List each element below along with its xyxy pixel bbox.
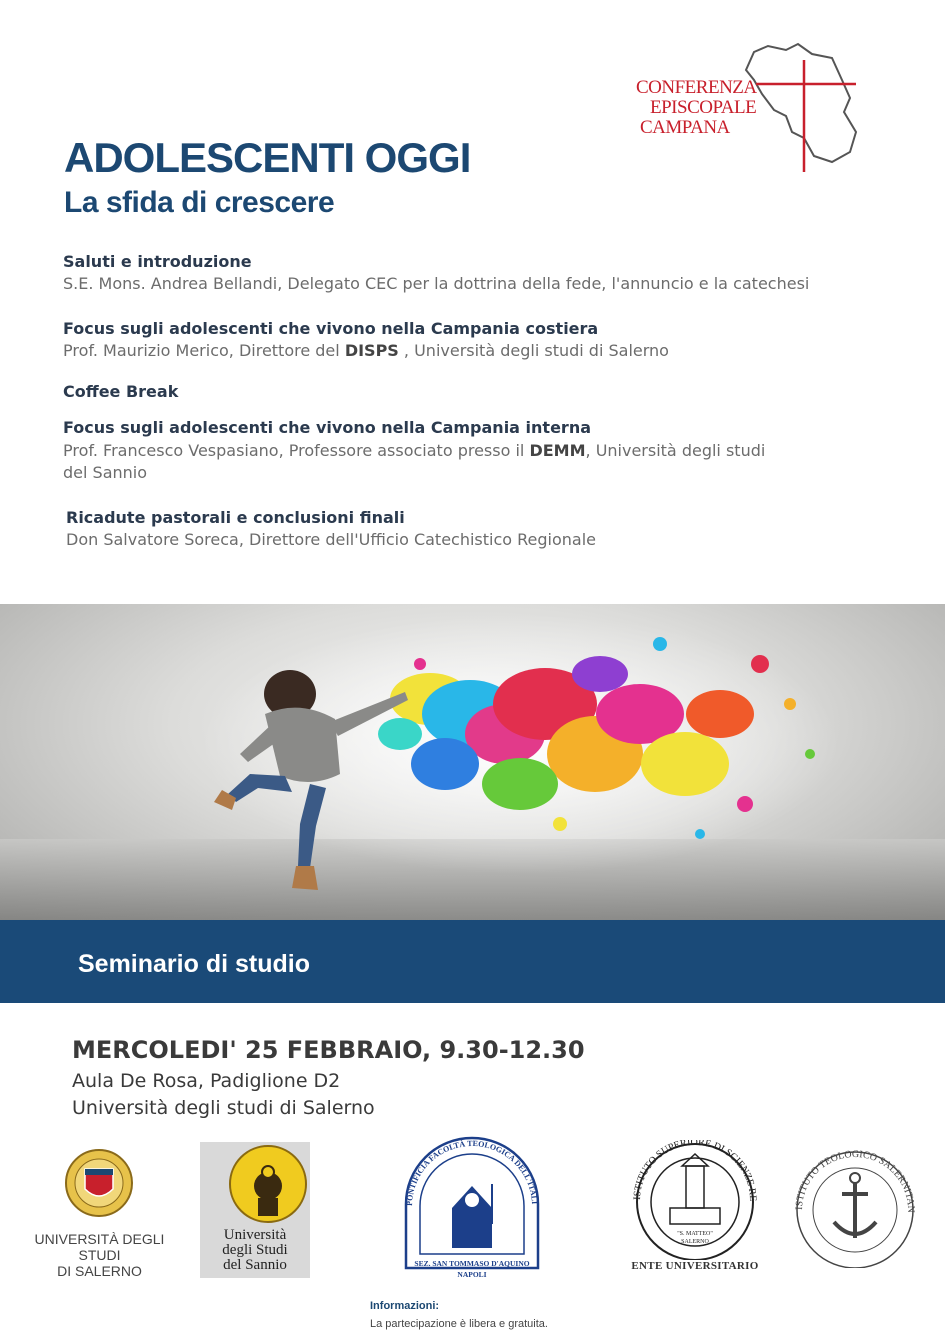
pftim-ring-text: PONTIFICIA FACOLTÀ TEOLOGICA DELL'ITALI	[404, 1138, 539, 1207]
programme-speaker-1: S.E. Mons. Andrea Bellandi, Delegato CEC per la dottrina della fede, l'annuncio e la catechesi	[63, 274, 810, 293]
pftim-city: NAPOLI	[457, 1270, 487, 1279]
pftim-section: SEZ. SAN TOMMASO D'AQUINO	[414, 1259, 530, 1268]
issr-ring-text: ISTITUTO SUPERIORE DI SCIENZE RE	[631, 1140, 759, 1202]
unisa-name-line2: DI SALERNO	[57, 1263, 142, 1279]
its-seal-icon	[790, 1148, 920, 1268]
unisannio-name-line1: Università	[223, 1227, 287, 1243]
programme-speaker-5: Don Salvatore Soreca, Direttore dell'Ufficio Catechistico Regionale	[66, 530, 597, 549]
unisa-logo	[12, 1145, 187, 1279]
seminar-label: Seminario di studio	[78, 950, 310, 978]
programme-heading-5: Ricadute pastorali e conclusioni finali	[66, 508, 405, 527]
programme-heading-1: Saluti e introduzione	[63, 252, 252, 271]
its-logo	[790, 1148, 920, 1268]
event-venue: Aula De Rosa, Padiglione D2	[72, 1070, 341, 1092]
programme-heading-4: Focus sugli adolescenti che vivono nella Campania interna	[63, 418, 591, 437]
info-title: Informazioni:	[370, 1300, 440, 1312]
info-text: La partecipazione è libera e gratuita.	[370, 1318, 548, 1330]
svg-text:ISTITUTO SUPERIORE DI SCIENZE	[630, 1140, 758, 1201]
hero-image	[0, 604, 945, 920]
its-ring-text: ISTITUTO TEOLOGICO SALERNITAN	[793, 1148, 917, 1213]
unisannio-name-line2: degli Studi	[222, 1242, 288, 1258]
unisannio-name-line3: del Sannio	[223, 1257, 287, 1273]
unisannio-logo	[200, 1142, 310, 1278]
dept-acronym-demm: DEMM	[529, 441, 586, 460]
issr-seal-city: SALERNO	[681, 1239, 709, 1245]
cec-logo	[636, 40, 866, 175]
unisa-name-line1: UNIVERSITÀ DEGLI STUDI	[34, 1231, 165, 1263]
issr-logo	[630, 1140, 760, 1275]
unisa-crest-icon	[12, 1145, 187, 1225]
programme-heading-2: Focus sugli adolescenti che vivono nella Campania costiera	[63, 319, 599, 338]
event-date-time: MERCOLEDI' 25 FEBBRAIO, 9.30-12.30	[72, 1036, 585, 1064]
programme-speaker-2: Prof. Maurizio Merico, Direttore del DISPS , Università degli studi di Salerno	[63, 341, 669, 360]
programme-speaker-4-line2: del Sannio	[63, 463, 148, 482]
cec-logo-text: CONFERENZA EPISCOPALE CAMPANA	[636, 77, 757, 138]
unisannio-coin-icon	[200, 1142, 310, 1232]
dancer-paint-splash-illustration	[0, 604, 945, 920]
programme-speaker-4: Prof. Francesco Vespasiano, Professore associato presso il DEMM, Università degli studi	[63, 441, 766, 460]
dept-acronym-disps: DISPS	[344, 341, 399, 360]
issr-seal-icon	[630, 1140, 760, 1260]
pftim-logo	[392, 1128, 552, 1284]
seminar-band	[0, 920, 945, 1003]
event-university: Università degli studi di Salerno	[72, 1097, 375, 1119]
page-subtitle: La sfida di crescere	[64, 186, 335, 219]
page-title: ADOLESCENTI OGGI	[64, 134, 471, 181]
programme-heading-3: Coffee Break	[63, 382, 179, 401]
issr-seal-name: "S. MATTEO"	[677, 1231, 713, 1237]
issr-caption: ENTE UNIVERSITARIO	[631, 1260, 759, 1272]
